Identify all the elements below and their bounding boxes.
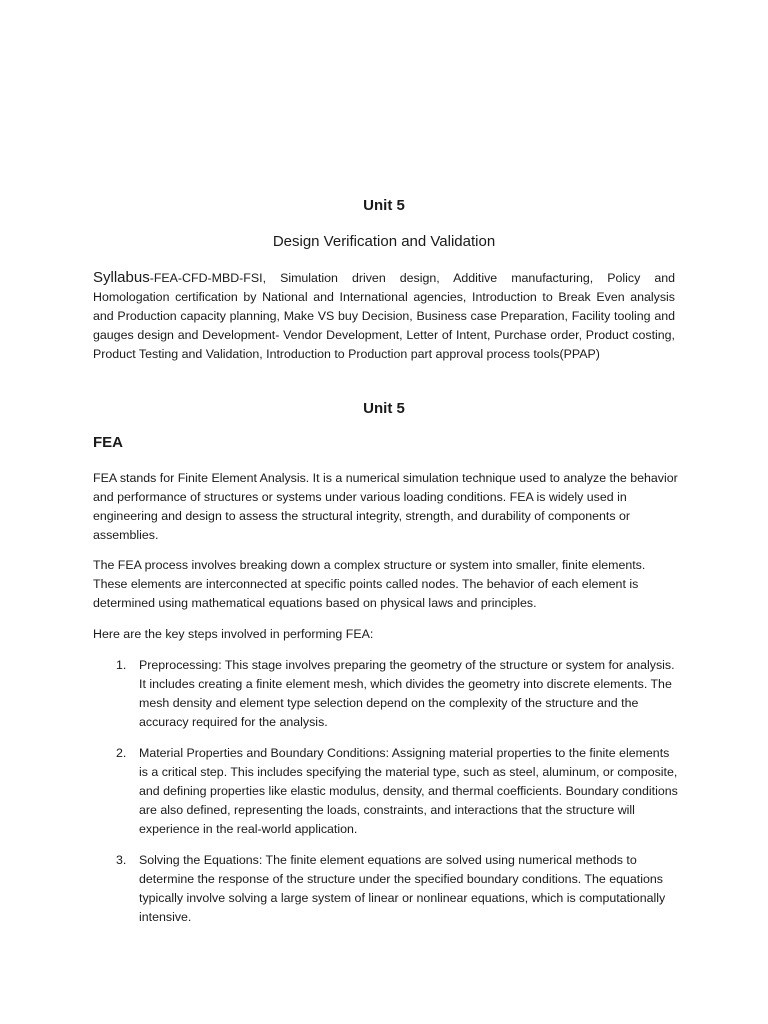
section-unit-title: Unit 5 <box>363 400 405 417</box>
list-item-text: Material Properties and Boundary Conditions: Assigning material properties to the finite elements is a critical step. This includes specifying the material type, such as steel, aluminum, or composite, and defining properties like elastic modulus, density, and thermal coefficients. Boundary conditions are also defined, representing the loads, constraints, and interactions that the structure will experience in the real-world application. <box>139 746 678 836</box>
syllabus-text: -FEA-CFD-MBD-FSI, Simulation driven design, Additive manufacturing, Policy and Homologation certification by National and International agencies, Introduction to Break Even analysis and Production capacity planning, Make VS buy Decision, Business case Preparation, Facility tooling and gauges design and Development- Vendor Development, Letter of Intent, Purchase order, Product costing, Product Testing and Validation, Introduction to Production part approval process tools(PPAP) <box>93 271 675 361</box>
steps-list <box>93 656 678 939</box>
syllabus-paragraph <box>93 268 675 364</box>
paragraph-key-steps-intro: Here are the key steps involved in performing FEA: <box>93 627 374 641</box>
list-item-number: 3. <box>116 853 127 867</box>
unit-title: Unit 5 <box>363 197 405 214</box>
list-item-number: 1. <box>116 658 127 672</box>
list-item <box>93 744 678 839</box>
list-item <box>93 851 678 927</box>
paragraph-fea-process: The FEA process involves breaking down a complex structure or system into smaller, finite elements. These elements are interconnected at specific points called nodes. The behavior of each element is determined using mathematical equations based on physical laws and principles. <box>93 558 646 610</box>
list-item-text: Preprocessing: This stage involves preparing the geometry of the structure or system for analysis. It includes creating a finite element mesh, which divides the geometry into discrete elements. The mesh density and element type selection depend on the complexity of the structure and the accuracy required for the analysis. <box>139 658 675 729</box>
document-subtitle: Design Verification and Validation <box>272 233 496 250</box>
syllabus-lead: Syllabus <box>93 269 150 286</box>
list-item-text: Solving the Equations: The finite element equations are solved using numerical methods to determine the response of the structure under the specified boundary conditions. The equations typically involve solving a large system of linear or nonlinear equations, which is computationally intensive. <box>139 853 666 924</box>
list-item <box>93 656 678 732</box>
paragraph-fea-definition: FEA stands for Finite Element Analysis. It is a numerical simulation technique used to analyze the behavior and performance of structures or systems under various loading conditions. FEA is widely used in engineering and design to assess the structural integrity, strength, and durability of components or assemblies. <box>93 471 678 542</box>
list-item-number: 2. <box>116 746 127 760</box>
section-heading-fea: FEA <box>93 434 123 451</box>
